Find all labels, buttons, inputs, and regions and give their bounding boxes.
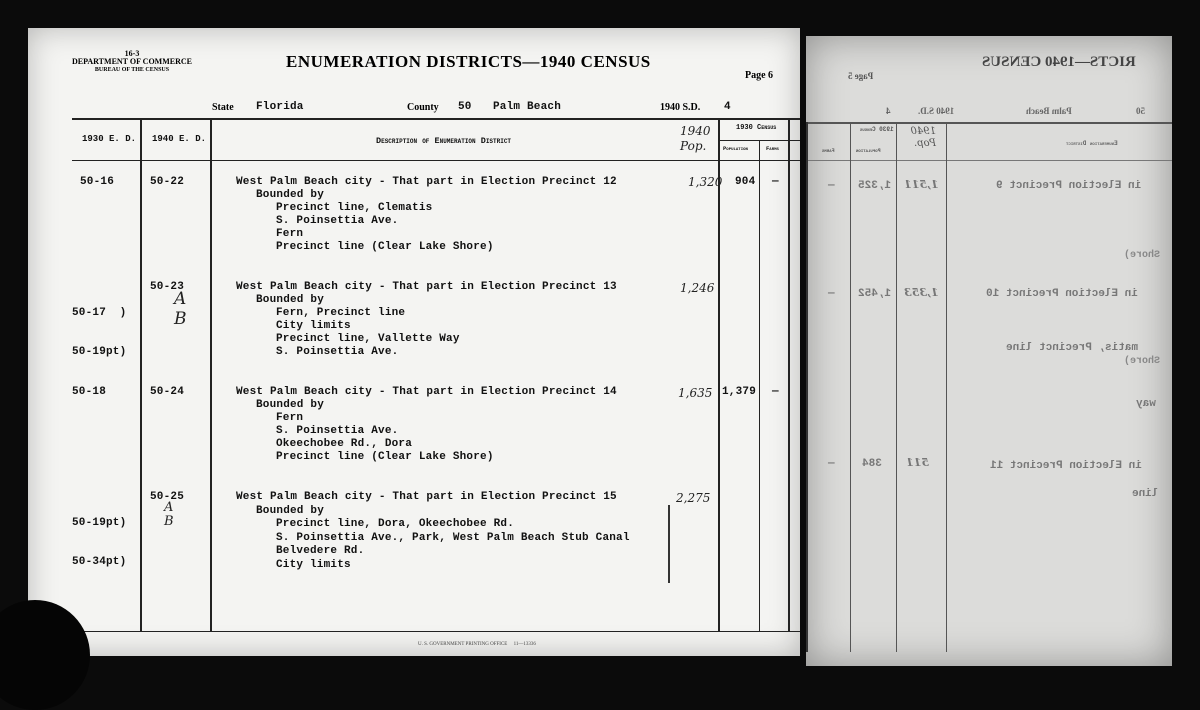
- mirrored-line: matis, Precinct line: [1006, 342, 1139, 354]
- description-line: West Palm Beach city - That part in Election Precinct 14: [236, 386, 617, 398]
- handwritten-mark: [668, 505, 670, 583]
- mirrored-sd: 1940 S.D.: [918, 106, 955, 116]
- mirrored-county: Palm Beach: [1026, 106, 1072, 116]
- description-line: Precinct line (Clear Lake Shore): [276, 241, 494, 253]
- description: [236, 386, 617, 464]
- pop-1930: 904: [735, 176, 756, 188]
- description-line: West Palm Beach city - That part in Election Precinct 13: [236, 281, 617, 293]
- ed-1930-line: 50-17 ): [72, 307, 127, 319]
- mirrored-hand-pop: 1,511: [904, 178, 939, 191]
- pop-1940: 1,320: [688, 175, 723, 189]
- county-name: Palm Beach: [493, 101, 562, 113]
- mirrored-census-header: 1930 Census: [860, 126, 894, 133]
- mirrored-farms: —: [828, 458, 835, 470]
- mirrored-farms-header: Farms: [822, 148, 835, 154]
- department-name: DEPARTMENT OF COMMERCE: [72, 57, 193, 66]
- description: [236, 491, 630, 572]
- handwritten-subdivision: A B: [174, 289, 187, 329]
- pop-1940: 2,275: [676, 491, 711, 505]
- description-line: Bounded by: [256, 189, 325, 201]
- description-line: Fern: [276, 412, 304, 424]
- description-line: S. Poinsettia Ave.: [276, 425, 399, 437]
- description: [236, 176, 617, 254]
- mirrored-line: in Election Precinct 9: [996, 180, 1142, 192]
- description-line: Precinct line, Vallette Way: [276, 333, 460, 345]
- column-divider: [210, 118, 212, 632]
- ed-1940: 50-23: [150, 281, 185, 293]
- sd-value: 4: [724, 101, 731, 113]
- description-line: West Palm Beach city - That part in Election Precinct 15: [236, 491, 617, 503]
- col-header-1940-ed: 1940 E. D.: [152, 134, 207, 144]
- ed-1940: 50-25: [150, 491, 185, 503]
- description-line: City limits: [276, 320, 351, 332]
- mirrored-title: RICTS—1940 CENSUS: [982, 54, 1136, 70]
- mirrored-sd-value: 4: [886, 106, 891, 116]
- state-label: State: [212, 102, 234, 113]
- mirrored-farms: —: [828, 180, 835, 192]
- mirrored-line: line: [1132, 488, 1159, 500]
- state-value: Florida: [256, 101, 304, 113]
- ed-1930: 50-18: [72, 386, 107, 398]
- farms: —: [772, 176, 779, 188]
- left-page: [28, 28, 800, 656]
- pop-1940: 1,246: [680, 281, 715, 295]
- mirrored-line: way: [1136, 398, 1156, 410]
- column-divider: [806, 122, 808, 652]
- ed-1930: [72, 281, 126, 385]
- sd-label: 1940 S.D.: [660, 102, 701, 113]
- census-subheader-rule: [718, 140, 800, 141]
- mirrored-hand-pop: 1,353: [904, 286, 939, 299]
- mirrored-farms: —: [828, 288, 835, 300]
- description-line: Precinct line (Clear Lake Shore): [276, 451, 494, 463]
- description-line: Okeechobee Rd., Dora: [276, 438, 413, 450]
- page-title: ENUMERATION DISTRICTS—1940 CENSUS: [286, 52, 651, 71]
- description-line: West Palm Beach city - That part in Election Precinct 12: [236, 176, 617, 188]
- header-bottom-rule: [806, 160, 1172, 161]
- description-line: Bounded by: [256, 504, 325, 517]
- description-line: Bounded by: [256, 399, 325, 411]
- handwritten-subdivision: A B: [164, 500, 174, 529]
- mirrored-population-header: Population: [856, 148, 881, 154]
- pop-1940: 1,635: [678, 386, 713, 400]
- ed-1930: [72, 491, 126, 595]
- ed-1930: 50-16: [80, 176, 115, 188]
- description-line: Belvedere Rd.: [276, 545, 365, 557]
- header-bottom-rule: [72, 160, 800, 161]
- right-page: [806, 36, 1172, 666]
- mirrored-line: in Election Precinct 10: [986, 288, 1138, 300]
- mirrored-county-number: 50: [1136, 106, 1145, 116]
- mirrored-hand-header: 1940 Pop.: [910, 126, 936, 149]
- farms: —: [772, 386, 779, 398]
- column-divider: [140, 118, 142, 632]
- form-number: 16-3: [124, 49, 140, 58]
- description-line: Precinct line, Dora, Okeechobee Rd.: [276, 518, 515, 530]
- col-header-description: Description of Enumeration District: [376, 136, 512, 146]
- description-line: S. Poinsettia Ave.: [276, 346, 399, 358]
- description-line: Fern, Precinct line: [276, 307, 406, 319]
- printer-footer: U. S. GOVERNMENT PRINTING OFFICE 11—13336: [418, 642, 536, 647]
- county-number: 50: [458, 101, 472, 113]
- column-divider: [718, 118, 720, 632]
- bureau-name: BUREAU OF THE CENSUS: [94, 67, 170, 73]
- col-header-1940-pop: 1940 Pop.: [680, 124, 711, 153]
- mirrored-line: Shore): [1124, 250, 1161, 261]
- mirrored-description-header: Enumeration District: [1066, 140, 1118, 147]
- ed-1930-line: 50-19pt): [72, 346, 127, 358]
- county-label: County: [407, 102, 439, 113]
- mirrored-page-number: Page 5: [848, 71, 874, 81]
- agency-block: [72, 50, 192, 74]
- mirrored-pop: 1,452: [858, 288, 892, 300]
- mirrored-hand-pop: 511: [906, 456, 929, 469]
- ed-1930-line: 50-34pt): [72, 556, 127, 568]
- description-line: Fern: [276, 228, 304, 240]
- pop-1930: 1,379: [722, 386, 757, 398]
- ed-1940: 50-22: [150, 176, 185, 188]
- table-top-rule: [72, 118, 800, 120]
- description-line: S. Poinsettia Ave., Park, West Palm Beach Stub Canal: [276, 531, 630, 544]
- page-number: Page 6: [745, 70, 774, 81]
- column-divider: [850, 122, 851, 652]
- description-line: City limits: [276, 558, 351, 571]
- mirrored-pop: 384: [862, 458, 882, 470]
- table-bottom-rule: [72, 631, 800, 632]
- ed-1930-line: 50-19pt): [72, 517, 127, 529]
- col-header-1930-census: 1930 Census: [736, 124, 777, 132]
- column-divider: [896, 122, 897, 652]
- description-line: Bounded by: [256, 294, 325, 306]
- mirrored-pop: 1,325: [858, 180, 892, 192]
- table-top-rule: [806, 122, 1172, 124]
- mirrored-line: Shore): [1124, 356, 1161, 367]
- description: [236, 281, 617, 359]
- column-divider: [759, 140, 760, 632]
- description-line: Precinct line, Clematis: [276, 202, 433, 214]
- col-header-farms: Farms: [766, 145, 779, 152]
- description-line: S. Poinsettia Ave.: [276, 215, 399, 227]
- column-divider: [788, 118, 790, 632]
- mirrored-line: in Election Precinct 11: [990, 460, 1142, 472]
- col-header-population: Population: [723, 145, 748, 152]
- column-divider: [946, 122, 947, 652]
- col-header-1930-ed: 1930 E. D.: [82, 134, 137, 144]
- ed-1940: 50-24: [150, 386, 185, 398]
